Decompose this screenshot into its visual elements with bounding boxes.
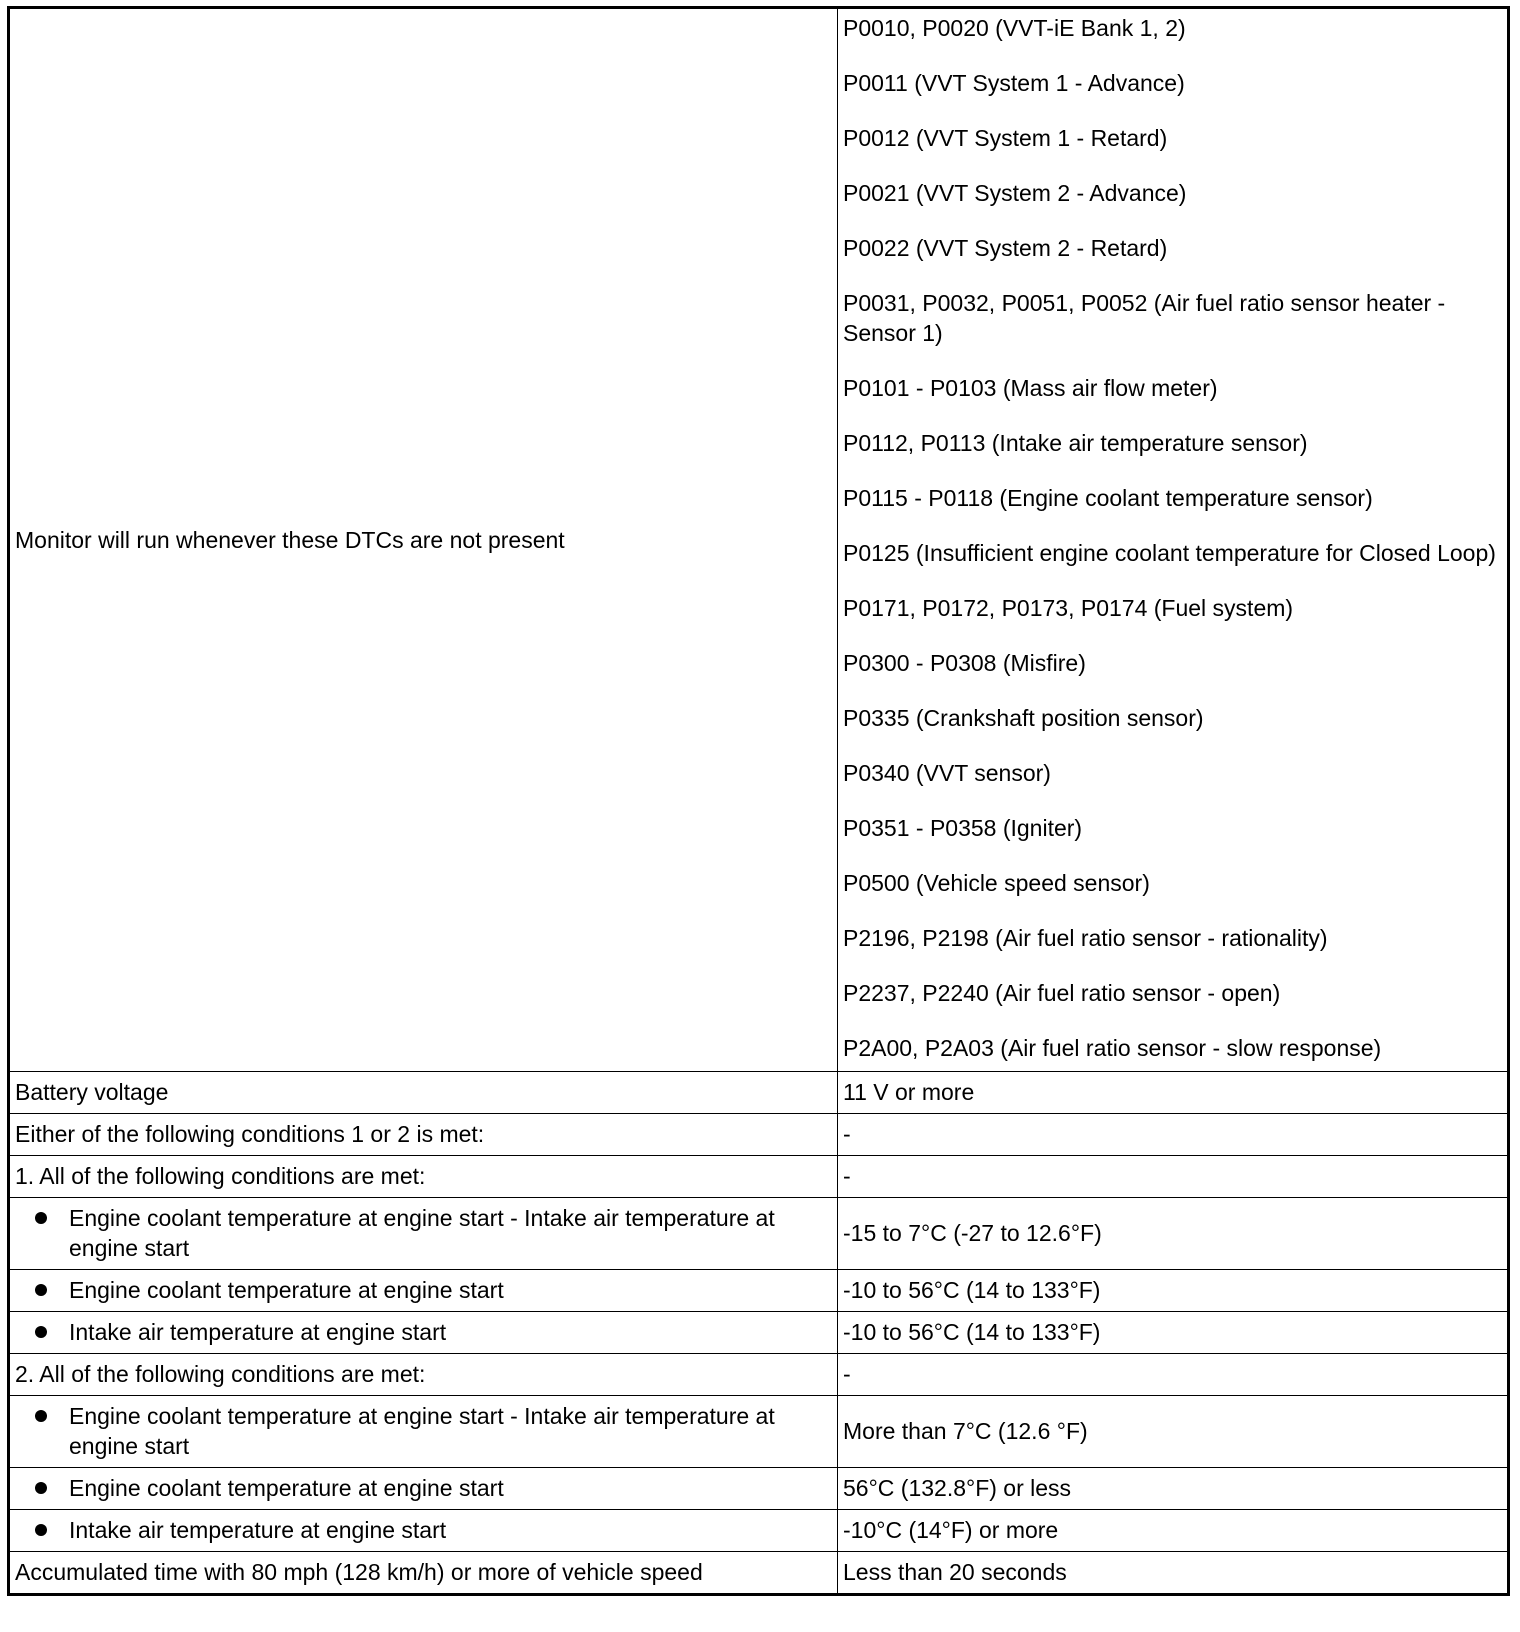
dtc-item: P2A00, P2A03 (Air fuel ratio sensor - slow response) — [843, 1035, 1382, 1061]
condition-label: Intake air temperature at engine start — [69, 1517, 447, 1543]
table-row — [9, 1396, 1509, 1468]
table-row — [9, 1156, 1509, 1198]
dtc-item: P0300 - P0308 (Misfire) — [843, 650, 1086, 676]
condition-label: Monitor will run whenever these DTCs are not present — [15, 526, 565, 553]
condition-value-cell — [838, 1396, 1509, 1468]
table-row — [9, 1468, 1509, 1510]
bullet-icon — [35, 1326, 47, 1338]
dtc-item: P0115 - P0118 (Engine coolant temperature sensor) — [843, 485, 1373, 511]
condition-label: Accumulated time with 80 mph (128 km/h) or more of vehicle speed — [15, 1559, 703, 1585]
monitor-conditions-table — [7, 6, 1510, 1596]
table-row — [9, 1312, 1509, 1354]
condition-label: 2. All of the following conditions are met: — [15, 1361, 426, 1387]
condition-value-cell — [838, 1510, 1509, 1552]
dtc-item: P0011 (VVT System 1 - Advance) — [843, 70, 1185, 96]
condition-label-cell — [9, 1510, 838, 1552]
bullet-icon — [35, 1212, 47, 1224]
condition-value-cell — [838, 1156, 1509, 1198]
condition-label-cell — [9, 1396, 838, 1468]
bullet-item — [15, 1401, 832, 1461]
condition-label-cell — [9, 1156, 838, 1198]
condition-value-cell — [838, 1552, 1509, 1595]
dtc-item: P0335 (Crankshaft position sensor) — [843, 705, 1204, 731]
condition-label: Intake air temperature at engine start — [69, 1319, 447, 1345]
bullet-item — [15, 1275, 832, 1305]
dtc-item: P2237, P2240 (Air fuel ratio sensor - open) — [843, 980, 1281, 1006]
condition-value-cell — [838, 1198, 1509, 1270]
condition-label-cell — [9, 8, 838, 1072]
dtc-item: P0021 (VVT System 2 - Advance) — [843, 180, 1187, 206]
condition-label-cell — [9, 1114, 838, 1156]
dtc-item: P0351 - P0358 (Igniter) — [843, 815, 1083, 841]
condition-value-cell — [838, 1114, 1509, 1156]
condition-value: More than 7°C (12.6 °F) — [843, 1418, 1088, 1444]
dtc-item: P2196, P2198 (Air fuel ratio sensor - rationality) — [843, 925, 1328, 951]
condition-label-cell — [9, 1072, 838, 1114]
table-row — [9, 1510, 1509, 1552]
condition-label: Engine coolant temperature at engine start - Intake air temperature at engine start — [69, 1205, 775, 1261]
condition-label-cell — [9, 1198, 838, 1270]
bullet-icon — [35, 1524, 47, 1536]
table-row — [9, 1072, 1509, 1114]
condition-value: - — [843, 1163, 851, 1189]
condition-value: -10 to 56°C (14 to 133°F) — [843, 1319, 1101, 1345]
condition-label: Engine coolant temperature at engine start — [69, 1277, 504, 1303]
condition-value-cell — [838, 1354, 1509, 1396]
table-row-dtc-exclusions — [9, 8, 1509, 1072]
table-row — [9, 1114, 1509, 1156]
dtc-item: P0031, P0032, P0051, P0052 (Air fuel ratio sensor heater - Sensor 1) — [843, 290, 1446, 346]
condition-label: 1. All of the following conditions are met: — [15, 1163, 426, 1189]
condition-label: Engine coolant temperature at engine start - Intake air temperature at engine start — [69, 1403, 775, 1459]
table-row — [9, 1270, 1509, 1312]
table-row — [9, 1552, 1509, 1595]
bullet-icon — [35, 1482, 47, 1494]
bullet-item — [15, 1515, 832, 1545]
condition-label-cell — [9, 1552, 838, 1595]
bullet-item — [15, 1317, 832, 1347]
dtc-item: P0125 (Insufficient engine coolant temperature for Closed Loop) — [843, 540, 1496, 566]
condition-value: - — [843, 1121, 851, 1147]
bullet-icon — [35, 1410, 47, 1422]
condition-value-cell — [838, 1468, 1509, 1510]
condition-value-cell — [838, 1312, 1509, 1354]
table-row — [9, 1354, 1509, 1396]
dtc-list-cell — [838, 8, 1509, 1072]
dtc-item: P0500 (Vehicle speed sensor) — [843, 870, 1150, 896]
condition-label-cell — [9, 1468, 838, 1510]
bullet-icon — [35, 1284, 47, 1296]
condition-value: -15 to 7°C (-27 to 12.6°F) — [843, 1220, 1102, 1246]
condition-label: Either of the following conditions 1 or 2 is met: — [15, 1121, 485, 1147]
condition-value: Less than 20 seconds — [843, 1559, 1067, 1585]
condition-label: Battery voltage — [15, 1079, 169, 1105]
condition-value: 56°C (132.8°F) or less — [843, 1475, 1072, 1501]
dtc-item: P0010, P0020 (VVT-iE Bank 1, 2) — [843, 15, 1186, 41]
dtc-item: P0012 (VVT System 1 - Retard) — [843, 125, 1168, 151]
condition-value-cell — [838, 1270, 1509, 1312]
condition-value: -10 to 56°C (14 to 133°F) — [843, 1277, 1101, 1303]
condition-label: Engine coolant temperature at engine start — [69, 1475, 504, 1501]
condition-value: 11 V or more — [843, 1079, 975, 1105]
condition-value-cell — [838, 1072, 1509, 1114]
condition-label-cell — [9, 1354, 838, 1396]
condition-value: - — [843, 1361, 851, 1387]
condition-value: -10°C (14°F) or more — [843, 1517, 1059, 1543]
table-body — [9, 8, 1509, 1595]
dtc-item: P0112, P0113 (Intake air temperature sensor) — [843, 430, 1308, 456]
condition-label-cell — [9, 1270, 838, 1312]
dtc-item: P0340 (VVT sensor) — [843, 760, 1051, 786]
dtc-item: P0171, P0172, P0173, P0174 (Fuel system) — [843, 595, 1294, 621]
table-row — [9, 1198, 1509, 1270]
bullet-item — [15, 1473, 832, 1503]
bullet-item — [15, 1203, 832, 1263]
dtc-item: P0101 - P0103 (Mass air flow meter) — [843, 375, 1218, 401]
dtc-item: P0022 (VVT System 2 - Retard) — [843, 235, 1168, 261]
condition-label-cell — [9, 1312, 838, 1354]
